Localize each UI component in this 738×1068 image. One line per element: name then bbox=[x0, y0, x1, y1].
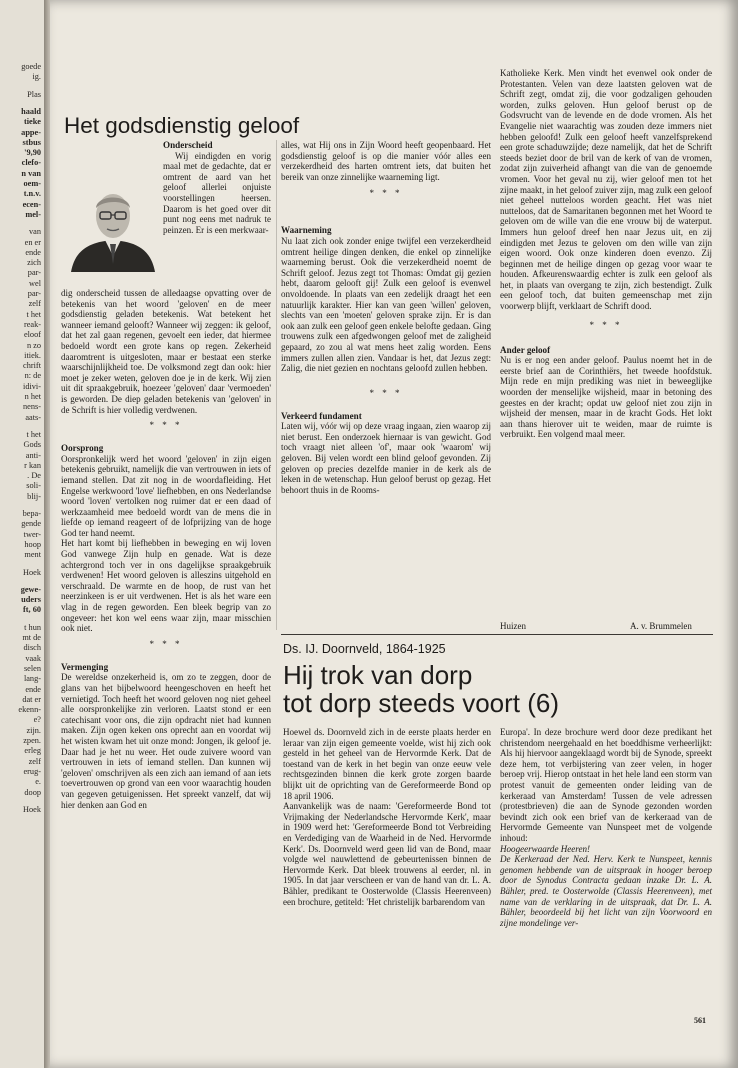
article2-paragraph-3: Europa'. In deze brochure werd door deze predikant het christendom neergehaald en het boeddhisme verheerlijkt: Als hij hiervoor aangeklaagd wordt bij de Synode, spreekt deze hem, tot verbijstering van zeer velen, in hoger beroep vrij. Hierop ontstaat in het hele land een storm van protest vanuit de gemeenten onder leiding van de kerkeraad van Amsterdam! Tussen de vele adressen (protestbrieven) die aan de Synode gezonden worden bevindt zich ook een brief van de kerkeraad van de Hervormde Gemeente van Nunspeet met de volgende inhoud: bbox=[500, 727, 712, 843]
margin-fragment: chrift bbox=[23, 361, 41, 371]
signature-place: Huizen bbox=[500, 621, 526, 631]
article2-title-line1: Hij trok van dorp bbox=[283, 660, 473, 690]
margin-fragment: gende bbox=[21, 519, 41, 529]
section-heading-ander-geloof: Ander geloof bbox=[500, 344, 551, 355]
letter-salutation: Hoogeerwaarde Heeren! bbox=[500, 843, 591, 854]
margin-fragment: eloof bbox=[23, 330, 41, 340]
margin-fragment: Gods bbox=[23, 440, 41, 450]
margin-fragment: hoop bbox=[24, 539, 41, 549]
margin-fragment: idivi- bbox=[23, 381, 41, 391]
col2-paragraph: alles, wat Hij ons in Zijn Woord heeft geopenbaard. Het godsdienstig geloof is op die manier vóór alles een verzekerdheid des harten omtrent iets, dat buiten het bereik van onze zinnelijke waarneming ligt. bbox=[281, 140, 491, 182]
margin-fragment: t hun bbox=[24, 622, 41, 632]
oorsprong-paragraph-2: Het hart komt bij liefhebben in beweging en wij loven God vanwege Zijn hulp en genade. Wat is deze achtergrond toch ver in ons dagelijkse spraakgebruik verdwenen! Het woord geloven is alleszins uitgehold en verschraald. De warmte en de hoop, de rust van het neerzinkeen is er uit verdwenen. Het is als het ware een vlag in de regen geworden. Een bleek begrip van zo ongeveer: het kon wel eens waar zijn, maar misschien ook niet. bbox=[61, 538, 271, 634]
margin-fragment: reak- bbox=[23, 319, 41, 329]
margin-fragment: par- bbox=[27, 268, 41, 278]
article2-paragraph-1: Hoewel ds. Doornveld zich in de eerste plaats herder en leraar van zijn eigen gemeente voelde, wist hij zich ook gesteld in het geheel van de Hervormde Kerk. Dat de toestand van de kerk in het begin van onze eeuw vele rechtsgezinden binnen die kerk grote zorgen baarde blijkt uit de oprichting van de Gereformeerde Bond op 18 april 1906. bbox=[283, 727, 491, 801]
article-separator-rule bbox=[281, 634, 713, 635]
margin-fragment: n van bbox=[21, 168, 41, 178]
section-heading-verkeerd-fundament: Verkeerd fundament bbox=[281, 410, 362, 421]
margin-fragment: mel- bbox=[25, 209, 41, 219]
margin-fragment: doop bbox=[24, 787, 41, 797]
author-portrait bbox=[67, 180, 159, 272]
margin-fragment: dat er bbox=[22, 694, 41, 704]
margin-fragment: zijn. bbox=[26, 725, 41, 735]
column-rule bbox=[276, 140, 277, 630]
margin-fragment: ment bbox=[24, 550, 41, 560]
vermenging-paragraph: De wereldse onzekerheid is, om zo te zeggen, door de glans van het bijbelwoord heengeschoven en heeft het vernietigd. Toch heeft het woord geloven nog niet geheel alle oorspronkelijke zin verloren. Laatst stond er een catechisant voor ons, die zijn opdracht niet had kunnen maken. Zijn ogen keken ons oprecht aan en voordat wij het wisten kwam het uit onze mond: Jongen, ik geloof je. Daar had je het nu weer. Het oude zuivere woord van vertrouwen in iets of iemand stellen. Dan kunnen wij 'geloven' omschrijven als een zich aan iemand of aan iets toevertrouwen op grond van een voor waarachtig houden van gegeven getuigenissen. Het spreekt vanzelf, dat wij hier denken aan God en bbox=[61, 672, 271, 810]
margin-fragment: ende bbox=[25, 247, 41, 257]
margin-fragment: wel bbox=[29, 278, 41, 288]
margin-fragment: anti- bbox=[25, 450, 41, 460]
article2-paragraph-2: Aanvankelijk was de naam: 'Gereformeerde Bond tot Vrijmaking der Nederlandsche Hervormde Kerk', maar in 1909 werd het: 'Gereformeerde Bond tot Verbreiding en Verdediging van de Waarheid in de Ned. Hervormde Kerk'. Ds. Doornveld werd geen lid van de Bond, maar volgde wel nauwlettend de gebeurtenissen binnen de Hervormde Kerk. Dat bleek trouwens al eerder, nl. in 1905. In dat jaar verscheen er van de hand van dr. L. A. Bähler, predikant te Oosterwolde (Classis Heerenveen) een brochure, getiteld: 'Het christelijk barbarendom van bbox=[283, 801, 491, 907]
margin-fragment: aats- bbox=[25, 412, 41, 422]
section-heading-onderscheid: Onderscheid bbox=[163, 140, 213, 150]
article1-title: Het godsdienstig geloof bbox=[64, 113, 300, 138]
margin-fragment: ende bbox=[25, 684, 41, 694]
section-divider: * * * bbox=[369, 387, 403, 398]
margin-fragment: bepa- bbox=[22, 509, 41, 518]
margin-fragment: r kan bbox=[24, 460, 41, 470]
intro-paragraph-cont: dig onderscheid tussen de alledaagse opvatting over de betekenis van het woord 'geloven' en de meer godsdienstig geladen betekenis. Wat betekent het wanneer iemand gelooft? Wanneer wij zeggen: ik geloof, dat het zal gaan regenen, gevoelt een ieder, dat hiermee bedoeld wordt een grote kans op regen. Zekerheid daaromtrent is uitgesloten, maar er bestaat een sterke waarschijnlijkheid toe. De volksmond zegt dan ook: hier moet je zeker weten, geloven doe je in de kerk. Wij zien uit dit spraakgebruik, hoezeer 'geloven' daar 'vermoeden' is geworden. De diep geladen betekenis van 'geloven' in de Schrift is hier volledig verdwenen. bbox=[61, 288, 271, 415]
margin-fragment: zelf bbox=[28, 756, 41, 766]
margin-fragment: ecen- bbox=[22, 199, 41, 209]
margin-fragment: n: de bbox=[24, 371, 41, 381]
margin-fragment: n zo bbox=[26, 340, 41, 350]
intro-paragraph: Wij eindigden en vorig maal met de gedachte, dat er omtrent de aard van het geloof allerlei onjuiste voorstellingen heersen. Daarom is het goed over dit punt nog eens met nadruk te peinzen. Er is een merkwaar- bbox=[163, 150, 271, 235]
margin-fragment: vaak bbox=[25, 653, 41, 663]
page-number: 561 bbox=[694, 1016, 706, 1025]
margin-fragment: t.n.v. bbox=[23, 189, 41, 199]
article2-title-line2: tot dorp steeds voort (6) bbox=[283, 688, 560, 718]
col3-paragraph: Katholieke Kerk. Men vindt het evenwel ook onder de Protestanten. Velen van deze laatsten geloven wat de Schrift zegt, omdat zij, die voor godzaligen gehouden worden, zulks geloven. Hun geloof berust op de Godsvrucht van de levende en de dode vromen. Als het Evangelie niet waarachtig was zouden deze immers niet hebben geloofd! Zulk een geloof heeft vanzelfsprekend een grote schaduwzijde; deze namelijk, dat het de Schrift steeds beziet door de bril van de kerk of van de vromen, zodat zijn zuiverheid afhangt van die van de genoemde vromen. Voor het geval nu zij, wier geloof men tot het zijne maakt, in het geloof zuiver zijn, mag zulk een geloof niet geheel nutteloos worden geacht. Het was niet nutteloos, dat de Samaritanen begonnen met het Woord te geloven om de wille van die ene vrouw bij de waterput. Immers hun geloof dreef hen naar Jezus uit, en zij eindigden met Jezus te geloven om den wille van zijn eigen woord. Ook onze kinderen doen evenzo. Zij beginnen met de heilige dingen op gezag voor waar te houden. Afkeurenswaardig echter is zulk een geloof als het, in plaats van overgang te zijn, zich bestendigt. Zulk een geloof toch, dat buiten gemeenschap met zijn voorwerp blijft, verklaart de Schrift dood. bbox=[500, 68, 712, 312]
article2-col2 bbox=[500, 727, 712, 928]
margin-fragment: zpen. bbox=[23, 736, 41, 745]
margin-fragment: stbus bbox=[22, 137, 41, 147]
margin-fragment: twer- bbox=[23, 529, 41, 539]
margin-fragment: en er bbox=[24, 237, 41, 247]
margin-fragment: haald bbox=[21, 106, 41, 116]
margin-fragment: appe- bbox=[21, 127, 41, 137]
margin-fragment: zelf bbox=[28, 299, 41, 309]
margin-fragment: goede bbox=[21, 62, 41, 71]
oorsprong-paragraph: Oorspronkelijk werd het woord 'geloven' in zijn eigen betekenis gebruikt, namelijk die van vertrouwen in iets of iemand stellen. Dat zit nog in de woordafleiding. Het Engelse werkwoord 'love' liefhebben, en ons Nederlandse woord 'loven' vertolken nog ruimer dat er een daad of werkzaamheid mee bedoeld wordt van de mens die in liefde op iemand reageert of de lofprijzing van de hoge God ter hand neemt. bbox=[61, 453, 271, 538]
article1-col2 bbox=[281, 140, 491, 495]
section-heading-oorsprong: Oorsprong bbox=[61, 443, 104, 454]
margin-fragment: Plas bbox=[27, 89, 41, 99]
margin-fragment: nens- bbox=[23, 402, 41, 412]
margin-fragment: e. bbox=[35, 777, 41, 787]
waarneming-paragraph: Nu laat zich ook zonder enige twijfel een verzekerdheid omtrent heilige dingen denken, die enkel op zinnelijke waarneming berust. Ook die verzekerdheid noemt de Schrift geloof. Jezus zegt tot Thomas: Omdat gij gezien hebt, daarom gelooft gij! Zulk een geloof is evenwel onvoldoende. In plaats van een zedelijk draagt het een natuurlijk karakter. Hier kan van geen 'willen' geloven, slechts van een 'moeten' geloven sprake zijn. Er is dan ook aan zulk een geloof geen enkele belofte gedaan. Ging trouwens zulk een afgedwongen geloof met de zaligheid gepaard, zo zou al wat mens heet zalig worden. Eens immers zullen allen zien. Vandaar is het, dat Jezus zegt: Zalig, die niet gezien en nochtans geloofd zullen hebben. bbox=[281, 235, 491, 374]
margin-fragment: erleg bbox=[24, 746, 41, 756]
margin-fragment: ekenn- bbox=[18, 705, 41, 715]
margin-fragment: oem- bbox=[23, 179, 41, 188]
margin-fragment: zich bbox=[27, 258, 41, 268]
margin-fragment: uders bbox=[21, 595, 41, 605]
margin-fragment: clefo- bbox=[21, 158, 41, 168]
article2-kicker: Ds. IJ. Doornveld, 1864-1925 bbox=[283, 642, 446, 656]
margin-fragment: Hoek bbox=[23, 567, 41, 577]
section-divider: * * * bbox=[149, 420, 183, 431]
margin-fragment: t het bbox=[26, 309, 41, 319]
margin-fragment: erug- bbox=[23, 766, 41, 776]
margin-fragment: Hoek bbox=[23, 804, 41, 814]
margin-fragment: e? bbox=[33, 715, 41, 725]
article1-col1 bbox=[61, 288, 271, 810]
margin-fragment: van bbox=[29, 227, 41, 237]
margin-fragment: t het bbox=[26, 429, 41, 439]
section-heading-waarneming: Waarneming bbox=[281, 225, 332, 236]
section-heading-vermenging: Vermenging bbox=[61, 661, 109, 672]
margin-fragment: itiek. bbox=[24, 350, 41, 360]
ander-geloof-paragraph: Nu is er nog een ander geloof. Paulus noemt het in de eerste brief aan de Corinthiërs, het tweede hoofdstuk. Mijn rede en mijn prediking was niet in beweeglijke woorden der menselijke wijsheid, maar in betoning des geestes en der kracht; opdat uw geloof niet zou zijn in wijsheid der mensen, maar in de kracht Gods. Het lokt aan thans hierover uit te weiden, maar de ruimte is verbruikt. Een volgend maal meer. bbox=[500, 355, 712, 440]
margin-fragment: ig. bbox=[32, 72, 41, 82]
margin-fragment: blij- bbox=[27, 491, 41, 501]
article1-intro-block bbox=[163, 140, 271, 235]
fundament-paragraph: Laten wij, vóór wij op deze vraag ingaan, zien waarop zij niet berust. Een onderzoek hiernaar is van gewicht. God toch vraagt niet alleen 'of', maar ook 'waarom' wij geloven. Bij velen wordt een blind geloof gevonden. Zij geloven op precies dezelfde manier in de kerk als de leken in de wetenschap. Hun geloof berust op gezag. Het behoort thuis in de Rooms- bbox=[281, 421, 491, 495]
margin-fragment: soli- bbox=[26, 481, 41, 491]
signature-author: A. v. Brummelen bbox=[630, 621, 692, 631]
letter-body: De Kerkeraad der Ned. Herv. Kerk te Nunspeet, kennis genomen hebbende van de uitspraak in hooger beroep door de Synodus Contracta gedaan inzake Dr. L. A. Bähler, pred. te Oosterwolde (Classis Heerenveen), met name van de verklaring in de uitspraak, dat Dr. L. A. Bähler, beoordeeld bij het licht van zijn Voorwoord en zijne mondelinge ver- bbox=[500, 854, 712, 928]
section-divider: * * * bbox=[589, 319, 623, 330]
margin-fragment: gewe- bbox=[20, 584, 41, 594]
article2-col1 bbox=[283, 727, 491, 907]
article1-col3 bbox=[500, 68, 712, 440]
section-divider: * * * bbox=[149, 638, 183, 649]
previous-page-margin bbox=[0, 0, 44, 1068]
margin-fragment: lang- bbox=[23, 674, 41, 684]
margin-fragment: tieke bbox=[23, 117, 41, 127]
margin-fragment: . De bbox=[27, 471, 41, 481]
section-divider: * * * bbox=[369, 188, 403, 199]
margin-fragment: selen bbox=[23, 663, 41, 673]
margin-fragment: '9,90 bbox=[24, 148, 41, 158]
margin-fragment: mt de bbox=[22, 633, 41, 642]
margin-fragment: ft, 60 bbox=[23, 605, 41, 615]
margin-fragment: n het bbox=[24, 392, 41, 401]
margin-fragment: par- bbox=[27, 289, 41, 298]
margin-fragment: disch bbox=[23, 643, 41, 653]
